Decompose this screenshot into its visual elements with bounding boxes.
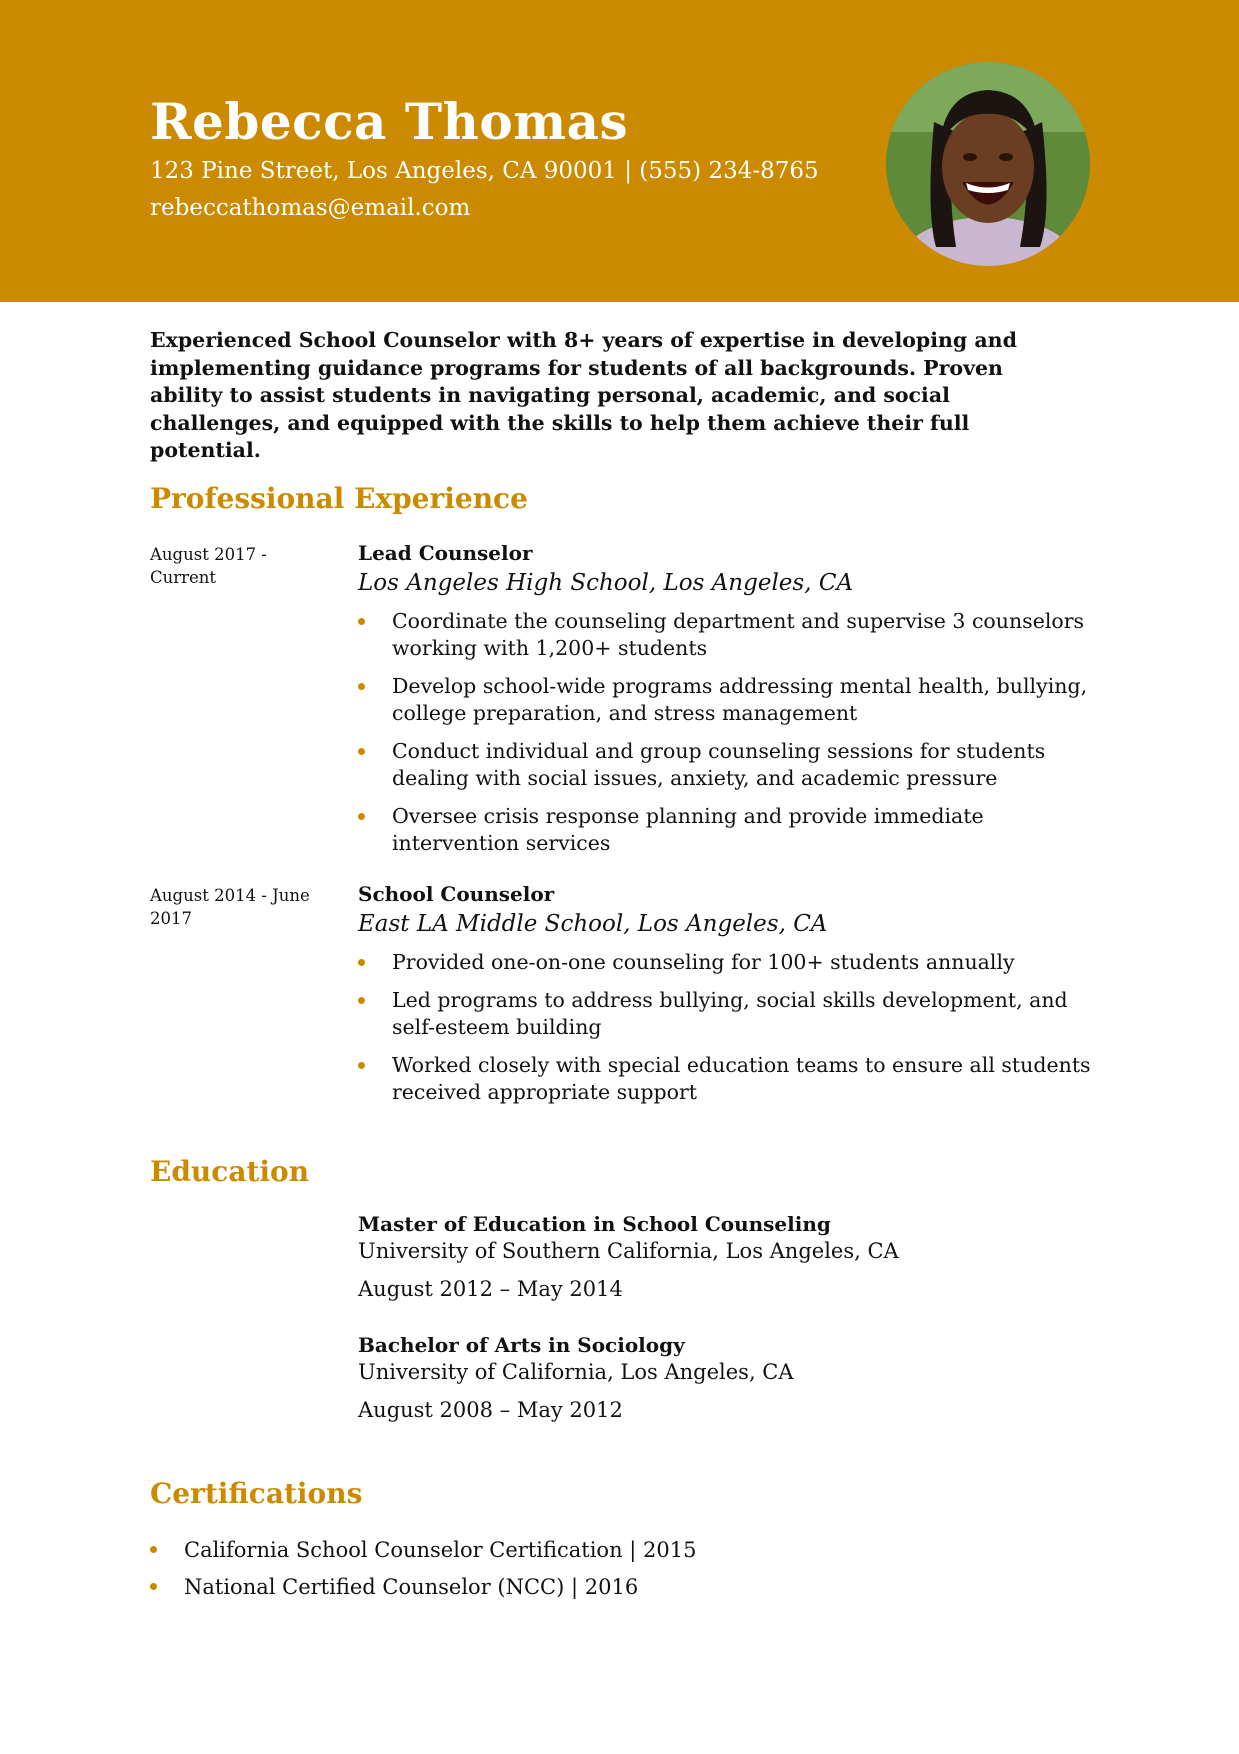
certifications-list bbox=[150, 1536, 1050, 1610]
bullet-text: Provided one-on-one counseling for 100+ students annually bbox=[392, 950, 1015, 974]
header-banner bbox=[0, 0, 1239, 302]
bullet-icon bbox=[358, 748, 365, 755]
job-dates: August 2014 - June 2017 bbox=[150, 886, 310, 928]
section-title-experience: Professional Experience bbox=[150, 482, 528, 515]
bullet-icon bbox=[150, 1546, 157, 1553]
section-title-education: Education bbox=[150, 1155, 310, 1188]
bullet-text: Coordinate the counseling department and supervise 3 counselors working with 1,200+ students bbox=[392, 609, 1085, 660]
list-item bbox=[358, 673, 1098, 727]
list-item bbox=[150, 1536, 1050, 1564]
profile-photo bbox=[886, 62, 1090, 266]
list-item bbox=[358, 608, 1098, 662]
bullet-text: Led programs to address bullying, social skills development, and self-esteem building bbox=[392, 988, 1068, 1039]
list-item bbox=[150, 1573, 1050, 1601]
education-dates: August 2008 – May 2012 bbox=[358, 1398, 623, 1422]
job-organization: Los Angeles High School, Los Angeles, CA bbox=[358, 570, 854, 596]
education-entry bbox=[358, 1211, 1098, 1303]
job-entry bbox=[358, 540, 1098, 868]
school-name: University of Southern California, Los Angeles, CA bbox=[358, 1239, 899, 1263]
bullet-icon bbox=[358, 1062, 365, 1069]
job-organization: East LA Middle School, Los Angeles, CA bbox=[358, 911, 828, 937]
certification-text: National Certified Counselor (NCC) | 2016 bbox=[184, 1575, 639, 1599]
bullet-icon bbox=[150, 1583, 157, 1590]
bullet-icon bbox=[358, 683, 365, 690]
certification-text: California School Counselor Certification | 2015 bbox=[184, 1538, 697, 1562]
bullet-text: Worked closely with special education teams to ensure all students received appropriate support bbox=[392, 1053, 1091, 1104]
bullet-icon bbox=[358, 959, 365, 966]
bullet-text: Conduct individual and group counseling sessions for students dealing with social issues, anxiety, and academic pressure bbox=[392, 739, 1046, 790]
job-title: Lead Counselor bbox=[358, 541, 533, 565]
bullet-text: Oversee crisis response planning and provide immediate intervention services bbox=[392, 804, 984, 855]
school-name: University of California, Los Angeles, CA bbox=[358, 1360, 794, 1384]
list-item bbox=[358, 987, 1098, 1041]
list-item bbox=[358, 803, 1098, 857]
degree-title: Bachelor of Arts in Sociology bbox=[358, 1333, 685, 1357]
contact-address-phone: 123 Pine Street, Los Angeles, CA 90001 | (555) 234-8765 bbox=[150, 158, 819, 184]
education-dates: August 2012 – May 2014 bbox=[358, 1277, 623, 1301]
bullet-text: Develop school-wide programs addressing mental health, bullying, college preparation, and stress management bbox=[392, 674, 1088, 725]
bullet-icon bbox=[358, 997, 365, 1004]
degree-title: Master of Education in School Counseling bbox=[358, 1212, 831, 1236]
list-item bbox=[358, 738, 1098, 792]
bullet-icon bbox=[358, 813, 365, 820]
candidate-name: Rebecca Thomas bbox=[150, 92, 629, 151]
section-title-certifications: Certifications bbox=[150, 1477, 363, 1510]
education-entry bbox=[358, 1332, 1098, 1424]
professional-summary: Experienced School Counselor with 8+ years of expertise in developing and implementing guidance programs for students of all backgrounds. Proven ability to assist students in navigating personal, academic, and social challenges, and equipped with the skills to help them achieve their full potential. bbox=[150, 328, 1017, 462]
job-responsibilities bbox=[358, 608, 1098, 857]
contact-email: rebeccathomas@email.com bbox=[150, 195, 471, 221]
job-dates: August 2017 - Current bbox=[150, 545, 267, 587]
bullet-icon bbox=[358, 618, 365, 625]
job-responsibilities bbox=[358, 949, 1098, 1106]
job-entry bbox=[358, 881, 1098, 1117]
list-item bbox=[358, 949, 1098, 976]
job-title: School Counselor bbox=[358, 882, 555, 906]
list-item bbox=[358, 1052, 1098, 1106]
